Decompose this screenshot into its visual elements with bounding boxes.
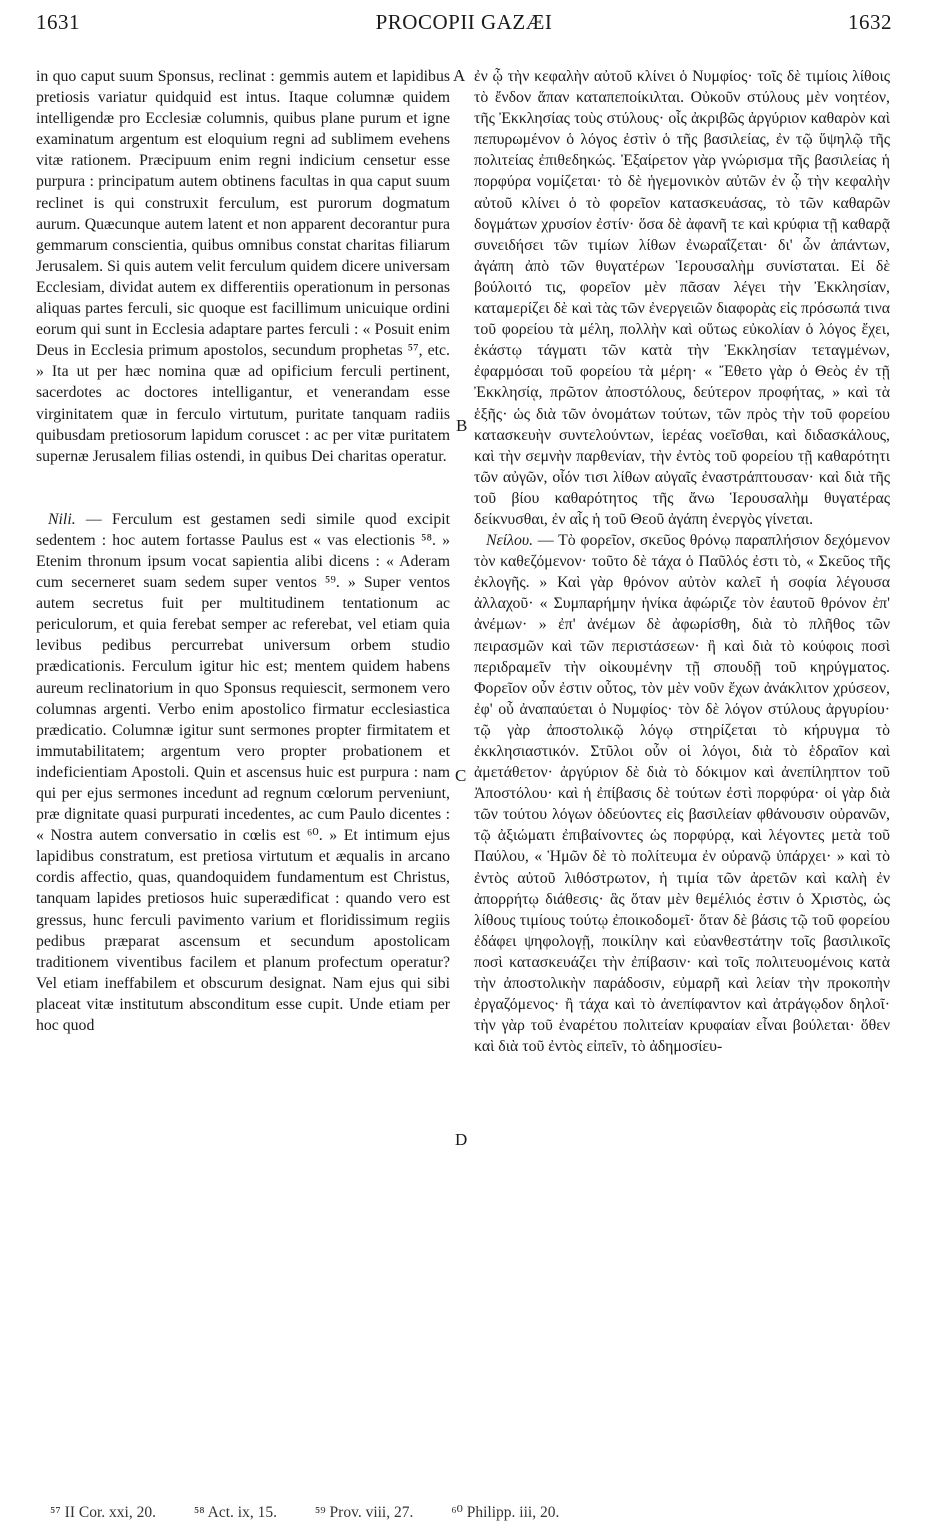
footnotes	[50, 1503, 880, 1522]
neilou-label: Νείλου.	[486, 532, 534, 550]
margin-marker-d: D	[455, 1130, 468, 1149]
latin-paragraph-2-text: — Ferculum est gestamen sedi simile quod excipit sedentem : hoc autem fortasse Paulus est « vas electionis ⁵⁸. » Etenim thronum ipsum vocat sapientia alibi dicens : « Aderam cum secerneret suam sedem super ventos ⁵⁹. » Super ventos autem secretus fuit per multitudinem tentationum ac periculorum, et quia ferebat semper ac referebat, vel etiam quia levibus pedibus percurrebat universum orbem studio prædicationis. Ferculum igitur hic est; mentem quidem habens aureum reclinatorium in quo Sponsus requiescit, sermonem vero columnas argenti. Verbo enim apostolico firmatur ecclesiastica prædicatio. Columnæ igitur sunt sermones propter firmitatem et immutabilitatem; argentum vero propter probationem et indeficientiam Apostoli. Quin et ascensus huic est purpura : nam qui per ejus sermones incedunt ad regnum cœlorum perveniunt, præ dignitate quasi purpurati incedentes, ac cum Paulo dicentes : « Nostra autem conversatio in cœlis est ⁶⁰. » Et intimum ejus lapidibus constratum, est pretiosa virtutum et æqualis in arcano cordis affectio, quas, quandoquidem fundamentum est Christus, tanquam lapides pretiosos huic superædificat : quando vero est gressus, hunc ferculi pavimento varium et floridissimum regiis pedibus præparat ascensum et secundum apostolicam traditionem viventibus facilem et planum profectum operatur? Vel etiam ineffabilem et obscurum designat. Nam ejus qui sibi placeat vitæ institutum absconditum esse cupit. Unde etiam per hoc quod	[36, 510, 450, 1035]
footnote-60: ⁶⁰ Philipp. iii, 20.	[451, 1504, 560, 1521]
page-number-left: 1631	[36, 10, 80, 34]
latin-paragraph-2	[36, 509, 450, 1036]
page-number-right: 1632	[848, 10, 892, 34]
margin-marker-b: B	[456, 416, 468, 435]
greek-paragraph-1: ἐν ᾧ τὴν κεφαλὴν αὐτοῦ κλίνει ὁ Νυμφίος· τοῖς δὲ τιμίοις λίθοις τὸ ἔνδον ἅπαν καταπεποίκιλται. Οὐκοῦν στύλους μὲν νοητέον, τῆς Ἐκκλησίας τοὺς στύλους· οἷς ἀκριβῶς ἀργύριον καθαρὸν καὶ πεπυρωμένον ὁ λόγος ἐστὶν ὁ τῆς βασιλείας, ἐν τῷ ὕψηλῷ τῆς πολιτείας ἐπιθεδηκώς. Ἐξαίρετον γὰρ γνώρισμα τῆς βασιλείας ἡ πορφύρα νομίζεται· τὸ δὲ ἡγεμονικὸν αὐτῶν ἐν ᾧ τὴν κεφαλὴν αὐτοῦ κλίνει ὁ τὸ φορεῖον κατασκευάσας, τὸ τῶν καθαρῶν δογμάτων χρυσίον ἐστίν· ὅσα δὲ ἀφανῆ τε καὶ κρύφια τῇ καθαρᾷ συνειδήσει τῶν τιμίων λίθων ἐνωραΐζεται· δι' ὧν ἁπάντων, ἀγάπη ἀπὸ τῶν θυγατέρων Ἱερουσαλὴμ συνίσταται. Εἰ δὲ βούλοιτό τις, φορεῖον μὲν πᾶσαν λέγει τὴν Ἐκκλησίαν, καταμερίζει δὲ καὶ τὰς τῶν ἐνεργειῶν διαφορὰς εἰς πρόσωπά τινα τοῦ φορείου τὰ μέλη, πολλὴν καὶ οὕτως εὐκολίαν ὁ λόγος ἔχει, ἑκάστῳ τάγματι τῶν κατὰ τὴν Ἐκκλησίαν τεταγμένων, ἐφαρμόσαι τοῦ φορείου τὰ μέρη· « Ἔθετο γὰρ ὁ Θεὸς ἐν τῇ Ἐκκλησίᾳ, πρῶτον ἀποστόλους, δεύτερον προφήτας, » καὶ τὰ ἑξῆς· ὡς διὰ τῶν ὀνομάτων τούτων, τῶν πρὸς τὴν τοῦ φορείου κατασκευὴν συντελούντων, ἱερέας νοεῖσθαι, καὶ διδασκάλους, καὶ τὴν σεμνὴν παρθενίαν, τὴν ἐντὸς τοῦ φορείου τῇ καθαρότητι τῶν αὐγῶν, οἷόν τισι λίθων αὐγαῖς ἐναστράπτουσαν· καὶ διὰ τῆς τοῦ βίου καθαρότητος τῆς ἄνω Ἱερουσαλὴμ θυγατέρας δείκνυσθαι, ἐν αἷς ἡ τοῦ Θεοῦ ἀγάπη ἐνεργὸς γίνεται.	[474, 68, 890, 528]
nili-label: Nili.	[48, 510, 76, 528]
greek-paragraph-2	[474, 530, 890, 1057]
footnote-59: ⁵⁹ Prov. viii, 27.	[314, 1504, 414, 1521]
margin-marker-a: A	[453, 66, 466, 85]
margin-marker-c: C	[455, 766, 467, 785]
footnote-57: ⁵⁷ II Cor. xxi, 20.	[50, 1504, 156, 1521]
latin-column	[36, 66, 450, 1036]
greek-paragraph-2-text: — Τὸ φορεῖον, σκεῦος θρόνῳ παραπλήσιον δεχόμενον τὸν καθεζόμενον· τοῦτο δὲ τάχα ὁ Παῦλός ἐστι τὸ, « Σκεῦος τῆς ἐκλογῆς. » Καὶ γὰρ θρόνον αὐτὸν καλεῖ ἡ σοφία λέγουσα ἀλλαχοῦ· « Συμπαρήμην ἡνίκα ἀφώριζε τὸν ἑαυτοῦ θρόνον ἐπ' ἀνέμων· » ἐπ' ἀνέμων δὲ ἀφωρίσθη, διὰ τὸ πλῆθος τῶν πειρασμῶν καὶ τῶν περιστάσεων· ἢ καὶ διὰ τὸ κούφοις ποσὶ περιδραμεῖν τὴν οἰκουμένην τῇ σπουδῇ τοῦ κηρύγματος. Φορεῖον οὖν ἐστιν οὗτος, τὸν μὲν νοῦν ἔχων ἀνάκλιτον χρύσεον, ἐφ' οὗ ἀναπαύεται ὁ Νυμφίος· τὸν δὲ λόγον στύλους ἀργυρίου· τῷ γὰρ ἀποστολικῷ λόγῳ στηρίζεται τὸ κήρυγμα τὸ ἐκκλησιαστικόν. Στῦλοι οὖν οἱ λόγοι, διὰ τὸ ἑδραῖον καὶ ἀμετάθετον· ἀργύριον δὲ διὰ τὸ δόκιμον καὶ ἀνεπίληπτον τοῦ Ἀποστόλου· καὶ ἡ ἐπίβασις δὲ τούτων ἐστὶ πορφύρα· οἱ γὰρ διὰ τῶν τούτου λόγων ὁδεύοντες εἰς βασιλείαν φθάνουσιν οὐρανῶν, τῷ ἀξιώματι ἐπιβαίνοντες ὡς πορφύρᾳ, καὶ λέγοντες μετὰ τοῦ Παύλου, « Ἡμῶν δὲ τὸ πολίτευμα ἐν οὐρανῷ ὑπάρχει· » καὶ τὸ ἐντὸς αὐτοῦ λιθόστρωτον, ἡ τιμία τῶν ἀρετῶν καὶ καλὴ ἐν ἀπορρήτῳ διάθεσις· ἃς ὅταν μὲν θεμέλιός ἐστιν ὁ Χριστὸς, ὡς λίθους τιμίους τούτῳ ἐποικοδομεῖ· ὅταν δὲ βάσις τῷ τοῦ φορείου ἐδάφει ψηφολογῇ, ποικίλην καὶ εὐανθεστάτην τοῖς βασιλικοῖς ποσὶ κατασκευάζει τὴν ἐπίβασιν· καὶ τοῖς πολιτευομένοις κατὰ τὴν ἀποστολικὴν παράδοσιν, εὐμαρῆ καὶ λείαν τὴν προκοπὴν ἐργαζόμενος· ἢ τάχα καὶ τὸ ἀνεπίφαντον καὶ ἀτράγῳδον δηλοῖ· τὴν γὰρ τοῦ ἐναρέτου πολιτείαν κρυφαίαν εἶναι βούλεται· ὅθεν καὶ διὰ τοῦ ἐντὸς εἰπεῖν, τὸ ἀδημοσίευ-	[474, 532, 890, 1056]
footnote-58: ⁵⁸ Act. ix, 15.	[193, 1504, 277, 1521]
greek-column	[474, 66, 890, 1057]
running-title: PROCOPII GAZÆI	[375, 10, 553, 34]
page-header	[36, 10, 892, 50]
latin-paragraph-1: in quo caput suum Sponsus, reclinat : gemmis autem et lapidibus pretiosis variatur quidquid est intus. Itaque columnæ quidem intelligendæ pro Ecclesiæ columnis, quibus plane purum et igne examinatum argentum est eloquium regni ad sublimem evehens vitæ rationem. Præcipuum enim regni indicium censetur esse purpura : principatum autem obtinens facultas in qua caput suum reclinet is qui construxit ferculum, est purorum dogmatum aurum. Quæcunque autem latent et non apparent decorantur pura gemmarum conscientia, quibus omnibus constat charitas filiarum Jerusalem. Si quis autem velit ferculum quidem dicere universam Ecclesiam, dividat autem ex differentiis operationum in personas aliquas partes ferculi, sic quoque est facillimum unicuique ordini eorum qui sunt in Ecclesia adaptare partes ferculi : « Posuit enim Deus in Ecclesia primum apostolos, secundum prophetas ⁵⁷, etc. » Ita ut per hæc nomina quæ ad opificium ferculi pertinent, sacerdotes ac doctores intelligantur, et venerandam esse virginitatem quæ in ferculo virtutum, puritate tanquam radiis quibusdam pretiosorum lapidum coruscet : ac per vitæ puritatem supernæ Jerusalem filias ostendi, in quibus Dei charitas operatur.	[36, 68, 450, 465]
